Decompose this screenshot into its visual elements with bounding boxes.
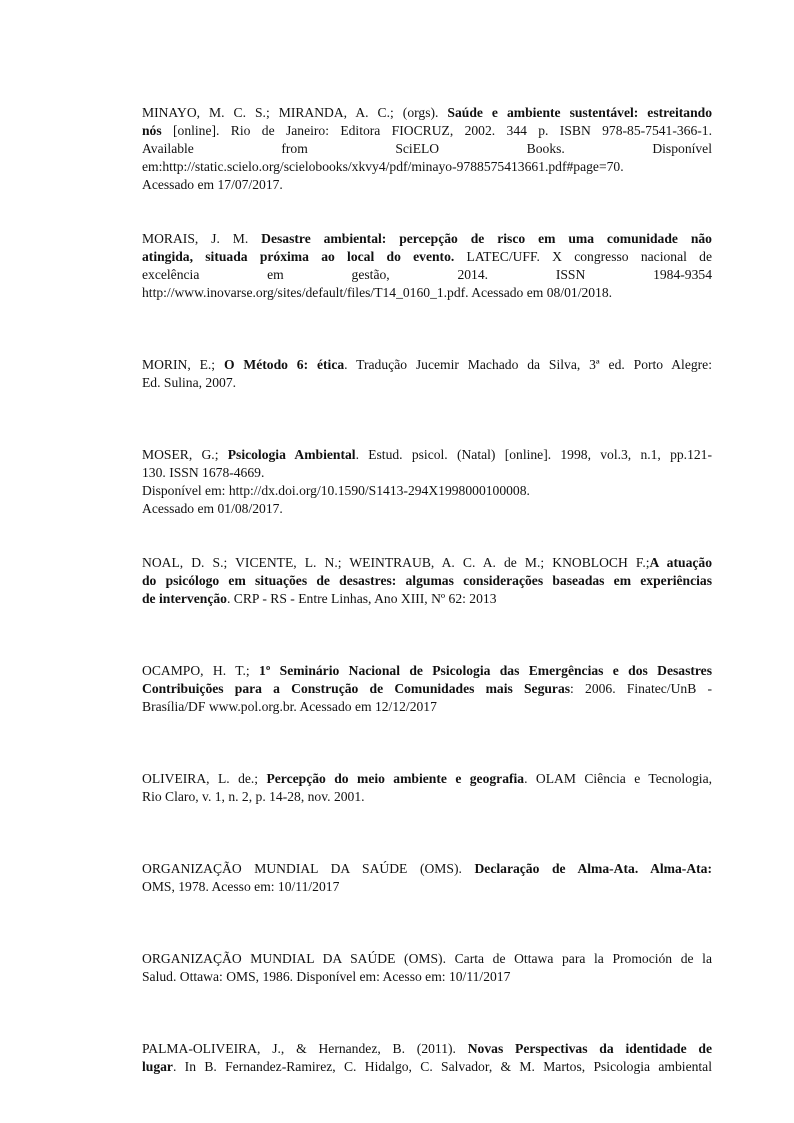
reference-line	[142, 554, 712, 572]
reference-line	[142, 104, 712, 122]
reference-list	[142, 104, 712, 1076]
reference-title-text: O Método 6: ética	[223, 357, 345, 372]
reference-line	[142, 284, 712, 302]
reference-text: MOSER, G.;	[142, 447, 228, 462]
reference-title-text: 1º Seminário Nacional de Psicologia das Emergências e dos Desastres	[259, 663, 713, 678]
reference-text: . Estud. psicol. (Natal) [online]. 1998, vol.3, n.1, pp.121-	[355, 447, 712, 462]
reference-title-text: Novas Perspectivas da identidade de	[467, 1041, 713, 1056]
reference-line	[142, 1058, 712, 1076]
reference-line	[142, 590, 712, 608]
reference-text: 130. ISSN 1678-4669.	[142, 465, 265, 480]
reference-text: PALMA-OLIVEIRA, J., & Hernandez, B. (2011).	[142, 1041, 468, 1056]
reference-title-text: de intervenção	[142, 591, 227, 606]
reference-text: . CRP - RS - Entre Linhas, Ano XIII, Nº 62: 2013	[226, 591, 497, 606]
reference-oms-2	[142, 950, 712, 986]
reference-line	[142, 374, 712, 392]
reference-text: MINAYO, M. C. S.; MIRANDA, A. C.; (orgs).	[142, 105, 448, 120]
reference-morais	[142, 230, 712, 302]
reference-title-text: Percepção do meio ambiente e geografia	[266, 771, 525, 786]
reference-ocampo	[142, 662, 712, 716]
reference-text: MORIN, E.;	[142, 357, 224, 372]
reference-line	[142, 878, 712, 896]
reference-line	[142, 158, 712, 176]
reference-line	[142, 176, 712, 194]
reference-line	[142, 698, 712, 716]
reference-text: Disponível em: http://dx.doi.org/10.1590/S1413-294X1998000100008.	[142, 483, 530, 498]
reference-text: . In B. Fernandez-Ramirez, C. Hidalgo, C. Salvador, & M. Martos, Psicologia ambiental	[172, 1059, 712, 1074]
reference-title-text: lugar	[142, 1059, 173, 1074]
reference-line	[142, 446, 712, 464]
reference-line	[142, 140, 712, 158]
reference-title-text: Desastre ambiental: percepção de risco em uma comunidade não	[261, 231, 712, 246]
reference-text: NOAL, D. S.; VICENTE, L. N.; WEINTRAUB, A. C. A. de M.; KNOBLOCH F.;	[142, 555, 650, 570]
reference-text: : 2006. Finatec/UnB -	[570, 681, 712, 696]
reference-oliveira	[142, 770, 712, 806]
reference-text: . Tradução Jucemir Machado da Silva, 3ª ed. Porto Alegre:	[344, 357, 712, 372]
reference-title-text: Declaração de Alma-Ata. Alma-Ata:	[474, 861, 712, 876]
reference-line	[142, 950, 712, 968]
reference-moser	[142, 446, 712, 518]
reference-line	[142, 770, 712, 788]
reference-oms-1	[142, 860, 712, 896]
reference-title-text: A atuação	[649, 555, 712, 570]
reference-line	[142, 572, 712, 590]
reference-line	[142, 122, 712, 140]
reference-title-text: do psicólogo em situações de desastres: algumas considerações baseadas em experiências	[142, 573, 712, 588]
reference-text: Acessado em 01/08/2017.	[142, 501, 283, 516]
reference-text: OMS, 1978. Acesso em: 10/11/2017	[142, 879, 340, 894]
reference-text: Salud. Ottawa: OMS, 1986. Disponível em: Acesso em: 10/11/2017	[142, 969, 511, 984]
reference-text: excelência em gestão, 2014. ISSN 1984-9354	[142, 267, 712, 282]
reference-text: LATEC/UFF. X congresso nacional de	[454, 249, 712, 264]
reference-text: Acessado em 17/07/2017.	[142, 177, 283, 192]
reference-title-text: Psicologia Ambiental	[227, 447, 356, 462]
reference-text: Rio Claro, v. 1, n. 2, p. 14-28, nov. 2001.	[142, 789, 365, 804]
reference-line	[142, 464, 712, 482]
reference-text: [online]. Rio de Janeiro: Editora FIOCRUZ, 2002. 344 p. ISBN 978-85-7541-366-1.	[161, 123, 712, 138]
reference-line	[142, 482, 712, 500]
reference-line	[142, 788, 712, 806]
reference-title-text: atingida, situada próxima ao local do evento.	[142, 249, 455, 264]
reference-line	[142, 266, 712, 284]
reference-text: em:http://static.scielo.org/scielobooks/xkvy4/pdf/minayo-9788575413661.pdf#page=70.	[142, 159, 624, 174]
reference-line	[142, 356, 712, 374]
reference-title-text: nós	[142, 123, 162, 138]
reference-text: OLIVEIRA, L. de.;	[142, 771, 267, 786]
reference-text: . OLAM Ciência e Tecnologia,	[524, 771, 713, 786]
reference-line	[142, 230, 712, 248]
reference-title-text: Contribuições para a Construção de Comunidades mais Seguras	[142, 681, 571, 696]
reference-title-text: Saúde e ambiente sustentável: estreitando	[447, 105, 712, 120]
reference-noal	[142, 554, 712, 608]
reference-text: MORAIS, J. M.	[142, 231, 262, 246]
reference-line	[142, 1040, 712, 1058]
reference-text: OCAMPO, H. T.;	[142, 663, 260, 678]
reference-line	[142, 500, 712, 518]
reference-text: http://www.inovarse.org/sites/default/files/T14_0160_1.pdf. Acessado em 08/01/2018.	[142, 285, 613, 300]
reference-morin	[142, 356, 712, 392]
reference-line	[142, 680, 712, 698]
reference-text: ORGANIZAÇÃO MUNDIAL DA SAÚDE (OMS).	[142, 861, 475, 876]
reference-text: ORGANIZAÇÃO MUNDIAL DA SAÚDE (OMS). Carta de Ottawa para la Promoción de la	[142, 951, 712, 966]
reference-text: Available from SciELO Books. Disponível	[142, 141, 712, 156]
reference-text: Ed. Sulina, 2007.	[142, 375, 237, 390]
reference-palma	[142, 1040, 712, 1076]
reference-line	[142, 860, 712, 878]
reference-minayo	[142, 104, 712, 194]
reference-line	[142, 968, 712, 986]
reference-line	[142, 662, 712, 680]
reference-text: Brasília/DF www.pol.org.br. Acessado em 12/12/2017	[142, 699, 437, 714]
reference-line	[142, 248, 712, 266]
